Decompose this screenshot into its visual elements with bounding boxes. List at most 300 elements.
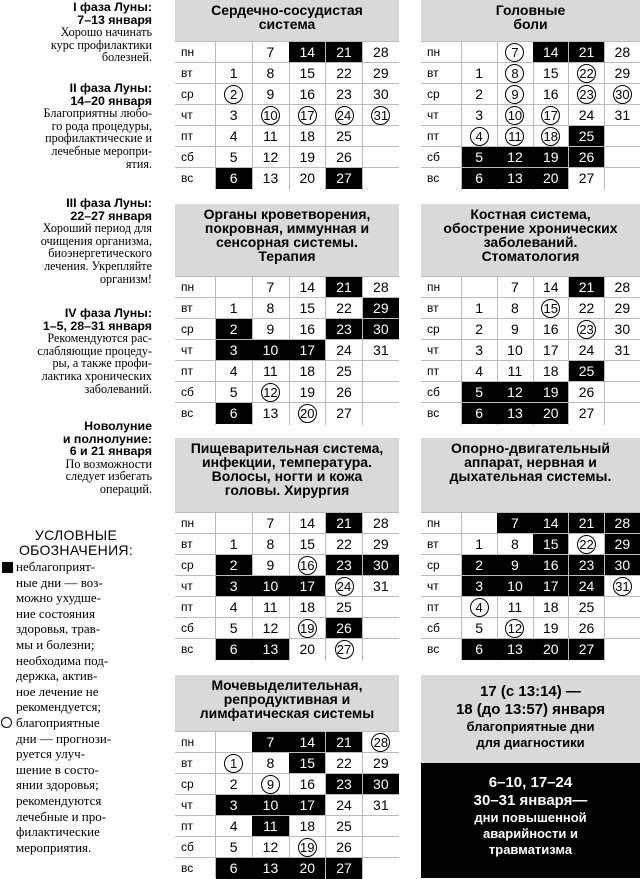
week-row: [175, 617, 399, 639]
week-row: [175, 125, 399, 147]
day-cell: 23: [336, 86, 352, 102]
weekday-label: пт: [427, 364, 439, 378]
legend-text: неблагоприят-: [16, 559, 96, 574]
day-number: 22: [577, 64, 596, 83]
day-cell-good: [252, 105, 288, 126]
weekday-label: сб: [427, 150, 440, 164]
day-cell: 22: [336, 536, 352, 552]
day-cell: 18: [299, 599, 316, 615]
panel-title-line: Пищеварительная система,: [190, 440, 384, 456]
day-cell: 2: [229, 776, 238, 792]
day-cell: 24: [336, 342, 352, 358]
day-cell: 4: [229, 818, 238, 834]
phase-text: го рода процедуры,: [51, 118, 152, 133]
legend-bad-days: [0, 559, 152, 715]
day-cell: 20: [299, 170, 316, 186]
panel-title: [421, 438, 640, 512]
weekday-label: вс: [427, 642, 440, 656]
week-row: [175, 146, 399, 168]
day-cell: 19: [542, 620, 559, 636]
day-cell: 12: [262, 839, 279, 855]
week-row: [421, 318, 640, 340]
day-cell-bad: 20: [533, 403, 568, 424]
day-cell-bad: 26: [569, 147, 604, 168]
weekday-label: пн: [181, 516, 195, 530]
panel-title: [421, 0, 640, 41]
panel-digestive: [175, 438, 399, 661]
phase-text: Хорошо начинать: [60, 25, 152, 40]
day-number: 23: [577, 85, 596, 104]
weekday-label: пн: [181, 45, 195, 59]
day-cell: 13: [262, 405, 279, 421]
day-cell-bad: 15: [533, 534, 568, 555]
day-cell: 26: [578, 384, 595, 400]
day-cell-bad: 11: [252, 816, 288, 837]
phase-title: IV фаза Луны:: [64, 306, 152, 320]
day-cell: 5: [229, 839, 238, 855]
week-row: [421, 83, 640, 105]
week-row: [175, 533, 399, 555]
day-cell-bad: 3: [216, 340, 252, 361]
day-cell: 16: [299, 321, 316, 337]
panel-title-line: Волосы, ногти и кожа: [211, 468, 363, 484]
weekday-label: вт: [181, 66, 193, 80]
day-cell: 11: [507, 363, 523, 379]
day-cell-bad: 6: [462, 403, 497, 424]
day-cell: 7: [266, 44, 275, 60]
day-cell-good: [533, 126, 568, 147]
week-row: [175, 638, 399, 660]
weekday-label: вт: [427, 301, 439, 315]
weekday-label: сб: [427, 385, 440, 399]
legend-text: руется улуч-: [16, 746, 86, 762]
week-row: [421, 104, 640, 126]
panel-bone: [421, 204, 640, 425]
week-row: [175, 167, 399, 189]
day-cell-bad: 13: [497, 403, 532, 424]
weekday-label: вс: [181, 171, 194, 185]
weekday-label: сб: [181, 840, 194, 854]
day-cell: 12: [262, 149, 279, 165]
weekday-label: вт: [181, 537, 193, 551]
legend-text: шение в состо-: [16, 761, 99, 777]
day-cell: 18: [299, 818, 316, 834]
day-cell-bad: 6: [216, 639, 252, 660]
legend-text: ное лечение не: [16, 683, 99, 699]
phase-text: операций.: [99, 481, 152, 496]
legend-text: мероприятия.: [16, 839, 92, 855]
accident-text: дни повышенной: [474, 810, 587, 825]
day-cell-bad: 13: [252, 858, 288, 879]
phase-text: организм!: [99, 271, 152, 286]
day-cell: 25: [578, 599, 595, 615]
day-cell-bad: 19: [533, 382, 568, 403]
day-cell: 28: [373, 44, 389, 60]
legend-good-days: [0, 715, 152, 855]
calendar-grid: [421, 41, 640, 190]
day-number: 31: [613, 577, 632, 596]
day-cell: 22: [336, 300, 352, 316]
day-cell: 30: [373, 86, 389, 102]
day-cell: 7: [266, 279, 275, 295]
phase-2: [0, 82, 152, 170]
day-number: 11: [505, 127, 524, 146]
week-row: [421, 638, 640, 660]
week-row: [175, 402, 399, 424]
day-cell-bad: 21: [569, 513, 604, 534]
day-cell: 4: [229, 363, 238, 379]
week-row: [421, 360, 640, 382]
phase-text: следует избегать: [65, 469, 152, 484]
day-cell-bad: 23: [326, 774, 362, 795]
day-cell-bad: 30: [363, 319, 399, 340]
phase-text: Рекомендуются рас-: [47, 331, 152, 346]
day-number: 17: [298, 106, 317, 125]
day-cell-bad: 26: [326, 618, 362, 639]
day-cell: 4: [475, 363, 484, 379]
legend-text: можно ухудше-: [16, 590, 102, 606]
day-cell: 17: [542, 342, 559, 358]
legend-text: держка, актив-: [16, 668, 98, 684]
weekday-label: пт: [427, 129, 439, 143]
accident-days: [421, 763, 640, 878]
day-cell-good: [569, 319, 604, 340]
panel-title-line: Органы кроветворения,: [203, 206, 371, 222]
panel-title-line: Терапия: [258, 248, 316, 264]
weekday-label: вт: [181, 756, 193, 770]
week-row: [175, 339, 399, 361]
week-row: [421, 146, 640, 168]
weekday-label: ср: [181, 87, 194, 101]
day-cell-bad: 5: [462, 382, 497, 403]
phase-text: лечебные меропри-: [51, 143, 152, 158]
day-cell-bad: 21: [326, 513, 362, 534]
day-cell: 16: [299, 776, 316, 792]
weekday-label: сб: [181, 621, 194, 635]
week-row: [175, 815, 399, 837]
phase-text: профилактические и: [45, 131, 152, 146]
day-cell-bad: 6: [216, 403, 252, 424]
weekday-label: вс: [427, 406, 440, 420]
panel-title-line: заболеваний.: [483, 234, 578, 250]
weekday-label: чт: [427, 343, 439, 357]
weekday-label: пн: [427, 280, 441, 294]
day-cell: 14: [299, 515, 316, 531]
week-row: [421, 41, 640, 63]
day-cell: 15: [299, 536, 316, 552]
day-cell: 31: [373, 578, 389, 594]
phase-1: [0, 1, 152, 64]
day-cell-bad: 6: [216, 858, 252, 879]
day-cell-bad: 3: [462, 576, 497, 597]
panel-title-line: сенсорная системы.: [215, 234, 359, 250]
day-cell: 1: [229, 300, 238, 316]
panel-title-line: боли: [513, 16, 548, 32]
phase-text: очищения организма,: [40, 233, 152, 248]
day-cell: 15: [299, 65, 316, 81]
day-cell-bad: 21: [326, 277, 362, 298]
day-cell-bad: 25: [569, 361, 604, 382]
week-row: [175, 752, 399, 774]
day-cell-bad: 10: [252, 795, 288, 816]
panel-title-line: инфекции, температура.: [202, 454, 372, 470]
diagnostics-text: для диагностики: [476, 735, 585, 750]
panel-musculo: [421, 438, 640, 661]
day-cell: 2: [475, 321, 484, 337]
week-row: [421, 339, 640, 361]
panel-blood: [175, 204, 399, 425]
panel-title-line: покровная, иммунная и: [204, 220, 370, 236]
day-cell: 30: [614, 321, 631, 337]
weekday-label: чт: [181, 798, 193, 812]
day-number: 24: [335, 577, 354, 596]
day-cell: 5: [229, 384, 238, 400]
weekday-label: ср: [181, 322, 194, 336]
day-cell: 27: [336, 405, 352, 421]
day-number: 12: [261, 383, 280, 402]
phase-dates: 14–20 января: [70, 93, 152, 108]
day-cell-bad: 25: [569, 126, 604, 147]
day-cell: 5: [475, 620, 484, 636]
weekday-label: вс: [181, 406, 194, 420]
weekday-label: вт: [181, 301, 193, 315]
day-cell: 22: [336, 65, 352, 81]
day-cell-good: [363, 732, 399, 753]
legend-title: ОБОЗНАЧЕНИЯ:: [18, 542, 134, 558]
day-cell: 9: [511, 321, 519, 337]
accident-dates-2: 30–31 января—: [473, 792, 588, 809]
day-cell-bad: 20: [289, 858, 325, 879]
day-cell: 1: [229, 536, 238, 552]
day-cell: 25: [336, 128, 352, 144]
panel-title-line: репродуктивная и: [223, 691, 351, 707]
phase-text: Благоприятны любо-: [43, 106, 152, 121]
day-number: 19: [298, 838, 317, 857]
day-cell: 5: [229, 620, 238, 636]
weekday-label: пт: [181, 129, 193, 143]
phase-text: лактика хронических: [41, 368, 152, 383]
weekday-label: чт: [181, 108, 193, 122]
week-row: [175, 575, 399, 597]
day-cell: 18: [299, 128, 316, 144]
day-cell: 19: [299, 149, 316, 165]
day-cell: 8: [266, 65, 275, 81]
day-number: 12: [505, 619, 524, 638]
day-cell: 20: [299, 641, 316, 657]
accident-text: травматизма: [488, 842, 573, 857]
day-cell-bad: 17: [289, 576, 325, 597]
day-number: 30: [613, 85, 632, 104]
week-row: [421, 554, 640, 576]
day-cell: 27: [578, 170, 595, 186]
day-cell: 31: [373, 342, 389, 358]
day-cell-bad: 10: [497, 576, 532, 597]
day-cell-good: [216, 753, 252, 774]
day-number: 9: [505, 85, 524, 104]
day-cell: 18: [542, 363, 559, 379]
day-cell-bad: 2: [216, 555, 252, 576]
phase-extra: 6 и 21 января: [69, 444, 152, 459]
legend-text: мы и болезни;: [16, 636, 95, 652]
panel-title-line: обострение хронических: [443, 220, 618, 236]
legend-title: УСЛОВНЫЕ: [34, 527, 118, 543]
phase-dates: 1–5, 28–31 января: [42, 318, 152, 333]
phase-text: слабляющие процеду-: [37, 343, 152, 358]
week-row: [421, 125, 640, 147]
legend-text: янии здоровья;: [16, 777, 99, 793]
phase-title: III фаза Луны:: [66, 196, 152, 210]
day-cell: 7: [266, 515, 275, 531]
panel-title: [175, 675, 399, 731]
day-cell: 9: [266, 557, 275, 573]
day-cell-bad: 23: [326, 555, 362, 576]
day-cell-good: [462, 597, 497, 618]
day-cell: 24: [578, 107, 595, 123]
calendar-grid: [421, 512, 640, 661]
day-cell-good: [497, 84, 532, 105]
weekday-label: сб: [181, 150, 194, 164]
day-cell-bad: 17: [533, 576, 568, 597]
week-row: [175, 381, 399, 403]
weekday-label: сб: [427, 621, 440, 635]
weekday-label: ср: [427, 322, 440, 336]
day-cell: 18: [542, 599, 559, 615]
weekday-label: чт: [427, 579, 439, 593]
day-cell: 16: [299, 86, 316, 102]
weekday-label: вс: [181, 642, 194, 656]
phase-title: I фаза Луны:: [73, 0, 152, 14]
week-row: [421, 167, 640, 189]
day-cell-bad: 17: [289, 795, 325, 816]
day-cell-good: [569, 63, 604, 84]
day-number: 9: [261, 775, 280, 794]
week-row: [175, 276, 399, 298]
week-row: [175, 836, 399, 858]
week-row: [421, 512, 640, 534]
day-cell-good: [252, 774, 288, 795]
day-cell: 11: [263, 363, 278, 379]
legend-text: филактические: [16, 824, 100, 840]
day-cell: 28: [614, 44, 631, 60]
day-number: 10: [261, 106, 280, 125]
day-cell-bad: 23: [569, 555, 604, 576]
panel-title-line: головы. Хирургия: [224, 482, 350, 498]
day-cell: 25: [336, 363, 352, 379]
day-cell-bad: 13: [497, 168, 532, 189]
week-row: [175, 554, 399, 576]
panel-title: [421, 204, 640, 276]
day-cell-good: [326, 576, 362, 597]
day-cell-good: [569, 534, 604, 555]
day-cell: 13: [262, 170, 279, 186]
day-number: 10: [505, 106, 524, 125]
day-number: 7: [505, 43, 524, 62]
weekday-label: ср: [181, 777, 194, 791]
day-cell: 14: [299, 279, 316, 295]
day-cell: 31: [614, 107, 631, 123]
day-cell-bad: 2: [216, 319, 252, 340]
day-cell-bad: 7: [252, 732, 288, 753]
day-number: 1: [224, 754, 243, 773]
day-cell: 9: [266, 86, 275, 102]
phase-3: [0, 197, 152, 285]
panel-title-line: Костная система,: [470, 206, 591, 222]
day-cell: 28: [373, 515, 389, 531]
day-cell: 1: [475, 300, 484, 316]
day-cell-bad: 30: [363, 555, 399, 576]
day-cell: 29: [614, 65, 631, 81]
day-cell-bad: 20: [533, 639, 568, 660]
phase-title: Новолуние: [84, 419, 152, 433]
weekday-label: вт: [427, 66, 439, 80]
day-cell-good: [533, 298, 568, 319]
day-cell: 8: [266, 755, 275, 771]
day-cell: 3: [229, 107, 238, 123]
day-cell: 25: [336, 818, 352, 834]
day-cell: 28: [373, 279, 389, 295]
day-cell: 16: [542, 86, 559, 102]
weekday-label: чт: [181, 579, 193, 593]
week-row: [421, 297, 640, 319]
diagnostics-text: благоприятные дни: [466, 719, 595, 734]
phase-dates: 22–27 января: [70, 208, 152, 223]
legend-text: ние состояния: [16, 605, 95, 621]
day-cell-bad: 21: [326, 732, 362, 753]
day-number: 4: [470, 127, 489, 146]
weekday-label: ср: [427, 558, 440, 572]
day-cell: 31: [373, 797, 389, 813]
weekday-label: пн: [181, 280, 195, 294]
day-cell-bad: 7: [497, 513, 532, 534]
day-cell-bad: 20: [533, 168, 568, 189]
day-cell: 25: [336, 599, 352, 615]
day-cell: 8: [266, 536, 275, 552]
day-cell-good: [289, 837, 325, 858]
week-row: [421, 575, 640, 597]
week-row: [421, 62, 640, 84]
day-cell-bad: 16: [533, 555, 568, 576]
day-cell: 15: [542, 65, 559, 81]
day-cell: 8: [266, 300, 275, 316]
day-cell-good: [363, 105, 399, 126]
day-cell-bad: 14: [533, 42, 568, 63]
day-cell-bad: 13: [497, 639, 532, 660]
day-cell: 22: [578, 300, 595, 316]
day-cell-good: [326, 639, 362, 660]
day-cell-bad: 15: [289, 753, 325, 774]
phase-text: заболеваний.: [84, 381, 152, 396]
calendar-grid: [175, 276, 399, 425]
diagnostics-date-1: 17 (с 13:14) —: [480, 683, 581, 700]
legend: [0, 528, 152, 855]
weekday-label: вт: [427, 537, 439, 551]
calendar-grid: [421, 276, 640, 425]
day-cell-bad: 21: [326, 42, 362, 63]
day-cell-bad: 29: [363, 298, 399, 319]
day-cell: 5: [229, 149, 238, 165]
day-number: 18: [541, 127, 560, 146]
weekday-label: пт: [181, 364, 193, 378]
day-cell: 1: [229, 65, 238, 81]
week-row: [421, 381, 640, 403]
accident-dates-1: 6–10, 17–24: [488, 774, 573, 791]
weekday-label: пт: [181, 819, 193, 833]
day-cell: 29: [373, 536, 389, 552]
day-cell: 26: [336, 384, 352, 400]
weekday-label: ср: [427, 87, 440, 101]
day-cell: 29: [373, 65, 389, 81]
day-cell: 1: [475, 65, 484, 81]
